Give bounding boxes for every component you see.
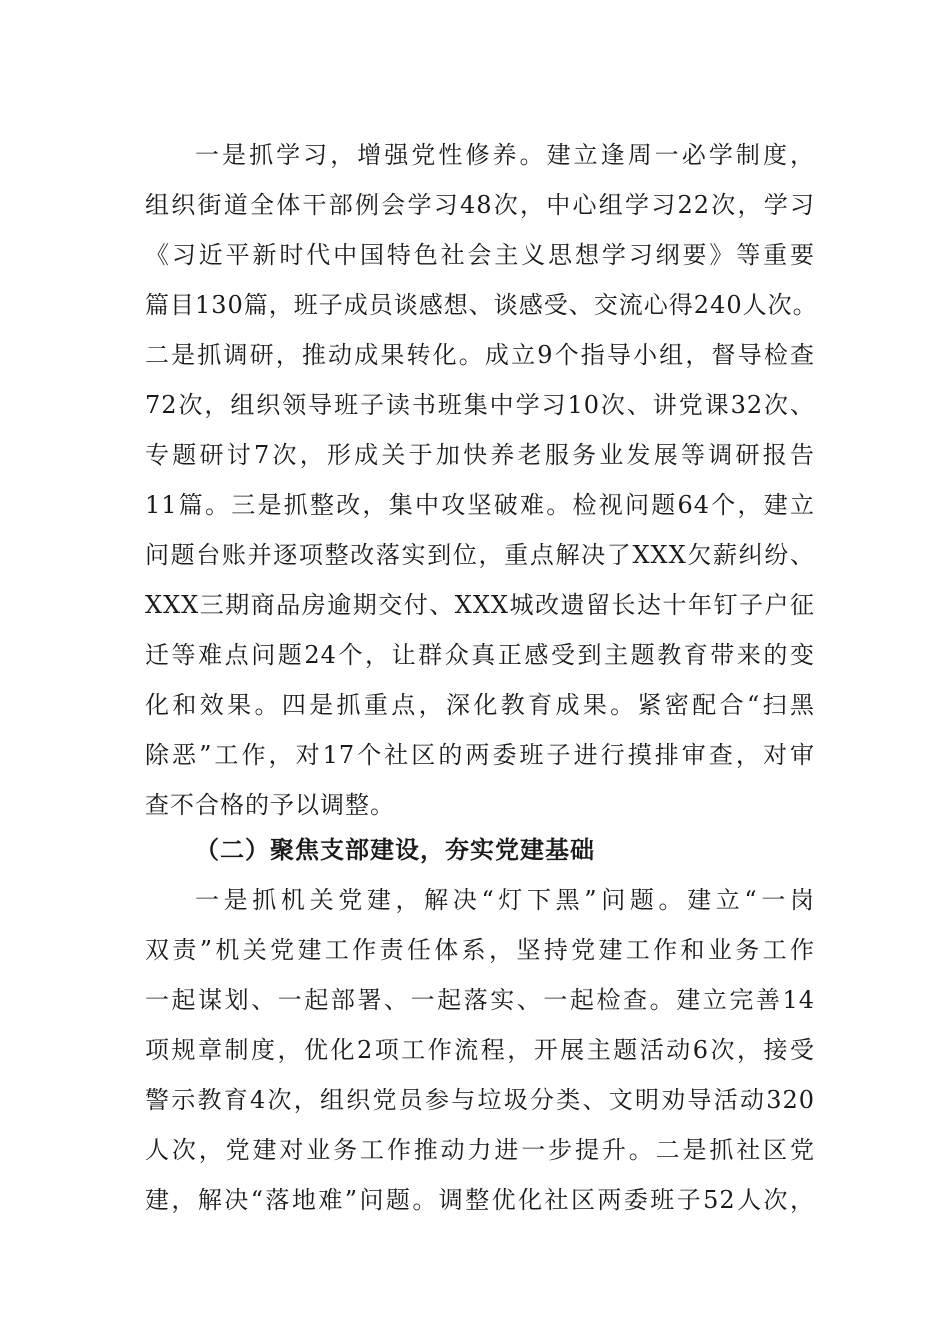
- paragraph-2-line: 警示教育4次，组织党员参与垃圾分类、文明劝导活动320: [145, 1086, 815, 1114]
- paragraph-2-line: 一起谋划、一起部署、一起落实、一起检查。建立完善14: [145, 986, 815, 1014]
- paragraph-2-line: 人次，党建对业务工作推动力进一步提升。二是抓社区党: [145, 1136, 815, 1164]
- paragraph-1-line: 除恶”工作，对17个社区的两委班子进行摸排审查，对审: [145, 741, 815, 769]
- paragraph-1-line: XXX三期商品房逾期交付、XXX城改遗留长达十年钉子户征: [145, 591, 815, 619]
- paragraph-2-line: 双责”机关党建工作责任体系，坚持党建工作和业务工作: [145, 936, 815, 964]
- paragraph-2: [145, 875, 815, 1225]
- paragraph-2-line: 一是抓机关党建，解决“灯下黑”问题。建立“一岗: [195, 886, 815, 914]
- paragraph-1-line: 11篇。三是抓整改，集中攻坚破难。检视问题64个，建立: [145, 491, 815, 519]
- paragraph-1-line: 二是抓调研，推动成果转化。成立9个指导小组，督导检查: [145, 341, 815, 369]
- paragraph-1-line: 查不合格的予以调整。: [145, 791, 395, 819]
- paragraph-1: [145, 130, 818, 830]
- section-heading: [145, 825, 815, 875]
- paragraph-1-line: 专题研讨7次，形成关于加快养老服务业发展等调研报告: [145, 441, 815, 469]
- paragraph-2-line: 建，解决“落地难”问题。调整优化社区两委班子52人次，: [145, 1186, 815, 1214]
- paragraph-1-line: 组织街道全体干部例会学习48次，中心组学习22次，学习: [145, 191, 815, 219]
- paragraph-2-line: 项规章制度，优化2项工作流程，开展主题活动6次，接受: [145, 1036, 815, 1064]
- paragraph-1-line: 化和效果。四是抓重点，深化教育成果。紧密配合“扫黑: [145, 691, 815, 719]
- paragraph-1-line: 篇目130篇，班子成员谈感想、谈感受、交流心得240人次。: [145, 291, 818, 319]
- paragraph-1-line: 迁等难点问题24个，让群众真正感受到主题教育带来的变: [145, 641, 815, 669]
- paragraph-1-line: 72次，组织领导班子读书班集中学习10次、讲党课32次、: [145, 391, 815, 419]
- paragraph-1-line: 《习近平新时代中国特色社会主义思想学习纲要》等重要: [145, 241, 815, 269]
- paragraph-1-line: 一是抓学习，增强党性修养。建立逢周一必学制度，: [195, 141, 815, 169]
- section-heading-text: （二）聚焦支部建设，夯实党建基础: [195, 835, 595, 864]
- paragraph-1-line: 问题台账并逐项整改落实到位，重点解决了XXX欠薪纠纷、: [145, 541, 815, 569]
